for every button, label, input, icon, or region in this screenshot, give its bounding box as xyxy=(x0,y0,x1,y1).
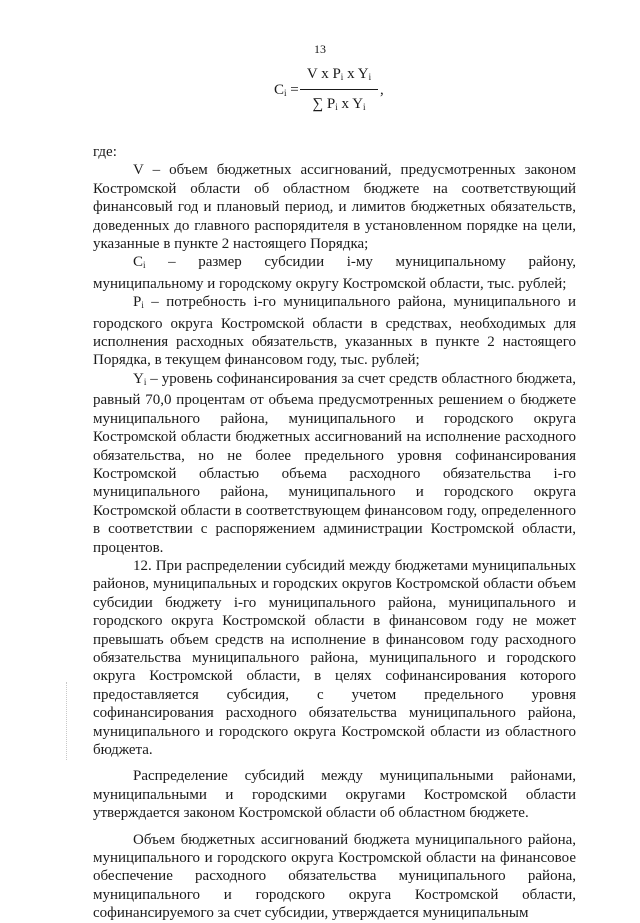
legend-y-symbol: Y xyxy=(133,370,144,387)
numerator-part-a: V x P xyxy=(306,66,341,82)
clause-12-paragraph: 12. При распределении субсидий между бюджетами муниципальных районов, муниципальных и городских округов Костромской области объем субсидии бюджету i-го муниципального района, муниципального и городского округа Костромской области в финансовом году не может превышать объем средств на исполнение в финансовом году расходного обязательства муниципального района, муниципального и городского округа Костромской области, в целях софинансирования которого предоставляется субсидия, с учетом предельного уровня софинансирования расходного обязательства муниципального района, муниципального и городского округа Костромской области из областного бюджета. xyxy=(93,557,576,758)
legend-c-symbol: C xyxy=(133,254,144,271)
denominator-sub-b: i xyxy=(363,102,366,112)
denominator-sub-a: i xyxy=(335,102,338,112)
legend-y-text: – уровень софинансирования за счет средств областного бюджета, равный 70,0 процентам от объема предусмотренных решением о бюджете муниципального района, муниципального и городского округа Костромской области бюджетных ассигнований на исполнение расходного обязательства, но не более предельного уровня софинансирования Костромской областью объема расходного обязательства i-го муниципального района, муниципального и городского округа Костромской области в соответствующем финансовом году, определенного в соответствии с распоряжением администрации Костромской области, процентов. xyxy=(93,370,576,556)
numerator-sub-b: i xyxy=(368,72,372,82)
body-text xyxy=(93,143,576,923)
legend-c-definition xyxy=(93,253,576,293)
numerator-sub-a: i xyxy=(340,72,344,82)
legend-y-subscript: i xyxy=(143,376,147,387)
distribution-paragraph: Распределение субсидий между муниципальными районами, муниципальными и городскими округами Костромской области утверждается законом Костромской области об областном бюджете. xyxy=(93,768,576,822)
legend-intro: где: xyxy=(93,144,117,160)
denominator-part-a: ∑ P xyxy=(312,96,336,112)
legend-p-definition xyxy=(93,293,576,370)
legend-c-text: – размер субсидии i-му муниципальному району, муниципальному и городскому округу Костромской области, тыс. рублей; xyxy=(93,254,576,292)
margin-mark xyxy=(66,682,70,760)
formula-lhs xyxy=(274,82,299,99)
formula-numerator xyxy=(300,64,378,84)
legend-y-definition xyxy=(93,370,576,557)
volume-paragraph: Объем бюджетных ассигнований бюджета муниципального района, муниципального и городского округа Костромской области на финансовое обеспечение расходного обязательства муниципального района, муниципального и городского округа Костромской области, софинансируемого за счет субсидии, утверждается муниципальным xyxy=(93,831,576,922)
formula-denominator xyxy=(300,94,378,114)
formula-trailing-comma: , xyxy=(380,82,384,98)
legend-c-subscript: i xyxy=(143,260,146,271)
formula-fraction xyxy=(300,64,378,114)
page-number: 13 xyxy=(314,42,326,56)
subsidy-formula xyxy=(270,64,410,124)
formula-equals: = xyxy=(286,82,299,98)
legend-p-subscript: i xyxy=(141,300,144,311)
formula-lhs-subscript: i xyxy=(284,88,287,98)
formula-lhs-symbol: C xyxy=(274,82,285,98)
legend-p-text: – потребность i-го муниципального района, муниципального и городского округа Костромской области в средствах, необходимых для исполнения расходных обязательств, указанных в пункте 2 настоящего Порядка, в текущем финансовом году, тыс. рублей; xyxy=(93,294,576,369)
legend-p-symbol: P xyxy=(133,294,142,311)
denominator-part-b: x Y xyxy=(337,96,364,112)
fraction-bar xyxy=(300,89,378,90)
legend-v-definition: V – объем бюджетных ассигнований, предусмотренных законом Костромской области об областном бюджете на соответствующий финансовый год и плановый период, и лимитов бюджетных обязательств, доведенных до главного распорядителя в установленном порядке на цели, указанные в пункте 2 настоящего Порядка; xyxy=(93,162,576,253)
numerator-part-b: x Y xyxy=(343,66,369,82)
